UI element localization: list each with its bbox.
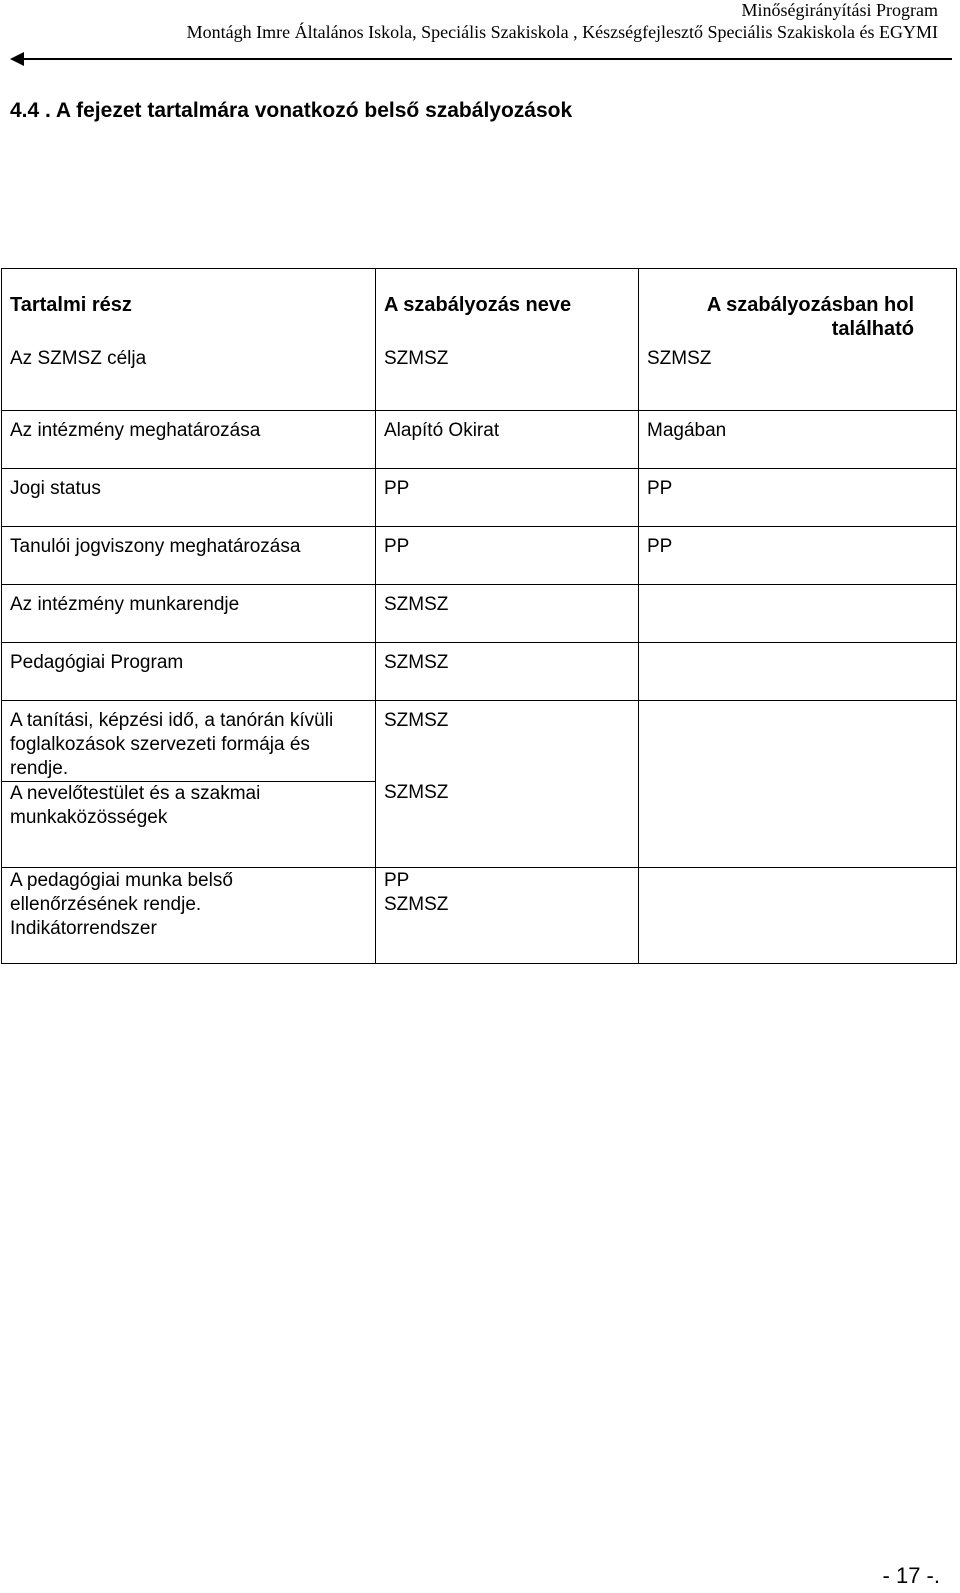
header-school-name: Montágh Imre Általános Iskola, Speciális Szakiskola , Készségfejlesztő Speciális Szakiskola és EGYMI [186,22,938,42]
table-row [2,584,957,642]
cell-regulation: SZMSZ [376,642,639,700]
cell-location [639,642,957,700]
cell-regulation: SZMSZ [376,781,639,867]
cell-location [639,781,957,867]
cell-location: PP [639,526,957,584]
table-row [2,700,957,781]
cell-content: A nevelőtestület és a szakmai munkaközösségek [2,781,376,867]
table-row [2,347,957,410]
cell-content: A tanítási, képzési idő, a tanórán kívüli foglalkozások szervezeti formája és rendje. [2,700,376,781]
cell-regulation: PP [376,468,639,526]
cell-content: Az intézmény meghatározása [2,410,376,468]
cell-location: SZMSZ [639,347,957,410]
cell-location [639,584,957,642]
cell-regulation: PP [376,526,639,584]
table-row [2,867,957,963]
cell-location: PP [639,468,957,526]
cell-content: Az SZMSZ célja [2,347,376,410]
cell-content-line: ellenőrzésének rendje. [10,893,202,915]
column-header-regulation: A szabályozás neve [376,269,639,348]
cell-content: Jogi status [2,468,376,526]
table-row [2,410,957,468]
cell-content: Az intézmény munkarendje [2,584,376,642]
cell-location [639,700,957,781]
cell-regulation: SZMSZ [376,347,639,410]
table-header-row [2,269,957,348]
cell-content [2,867,376,963]
cell-regulation: Alapító Okirat [376,410,639,468]
cell-location [639,867,957,963]
cell-regulation: SZMSZ [376,700,639,781]
column-header-content: Tartalmi rész [2,269,376,348]
table-row [2,781,957,867]
cell-regulation-line: PP [384,869,410,891]
table-row [2,642,957,700]
cell-content-line: Indikátorrendszer [10,917,157,939]
cell-regulation: SZMSZ [376,584,639,642]
header-program-title: Minőségirányítási Program [741,0,938,20]
table-row [2,468,957,526]
cell-regulation-line: SZMSZ [384,893,449,915]
table-row [2,526,957,584]
cell-location: Magában [639,410,957,468]
header-divider [12,58,952,60]
cell-content-line: A pedagógiai munka belső [10,869,233,891]
cell-regulation [376,867,639,963]
section-title: 4.4 . A fejezet tartalmára vonatkozó belső szabályozások [10,99,573,122]
cell-content: Tanulói jogviszony meghatározása [2,526,376,584]
page-number: - 17 -. [882,1563,940,1588]
cell-content: Pedagógiai Program [2,642,376,700]
column-header-location: A szabályozásban hol található [639,269,957,348]
regulations-table [1,268,957,964]
